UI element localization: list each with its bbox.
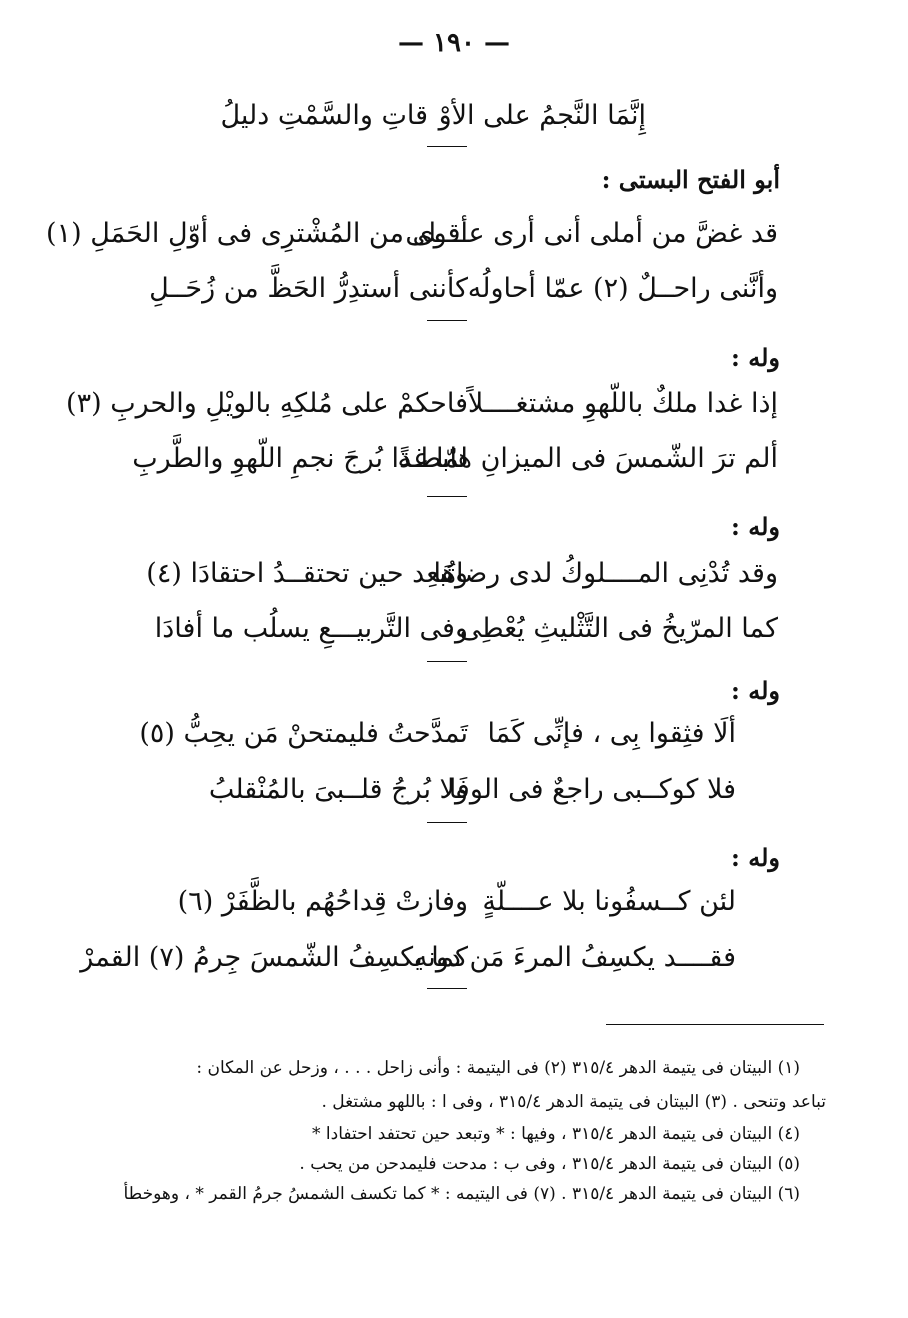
- verse-sadr: ألَا فثِقوا بِى ، فإنِّى كَمَا: [487, 718, 736, 749]
- footnote-line: (٦) البيتان فى يتيمة الدهر ٣١٥/٤ . (٧) فى اليتيمه : * كما تكسف الشمسُ جرمُ القمر * ، وهوخطأ: [123, 1184, 800, 1204]
- poet-heading: أبو الفتح البستى :: [601, 165, 780, 194]
- verse-sadr: إِنَّمَا النَّجمُ على الأوْ: [438, 100, 646, 131]
- verse-ajuz: فاحكمْ على مُلكِهِ بالويْلِ والحربِ (٣): [66, 388, 468, 419]
- verse-sadr: إذا غدا ملكٌ باللّهوِ مشتغــــلاً: [467, 388, 778, 419]
- verse-sadr: قد غضَّ من أملى أنى أرى عــــلى: [405, 218, 778, 249]
- page-number: — ١٩٠ —: [397, 28, 511, 58]
- verse-sadr: فلا كوكــبى راجعٌ فى الوفَا: [448, 774, 736, 805]
- section-heading: وله :: [731, 512, 780, 541]
- section-heading: وله :: [731, 676, 780, 705]
- verse-ajuz: وتُبعِد حين تحتقــدُ احتقادَا (٤): [146, 558, 468, 589]
- verse-separator: [427, 822, 467, 823]
- verse-sadr: لئن كــسفُونا بلا عــــلّةٍ: [482, 886, 736, 917]
- verse-ajuz: لمّا غدا بُرجَ نجمِ اللّهوِ والطَّربِ: [132, 443, 468, 474]
- verse-sadr: وقد تُدْنِى المــــلوكُ لدى رضاهَا: [433, 558, 778, 589]
- verse-separator: [427, 146, 467, 147]
- verse-ajuz: ولا بُرجُ قلــبىَ بالمُنْقلبُ: [208, 774, 468, 805]
- verse-line: [0, 275, 908, 309]
- verse-line: [0, 720, 908, 754]
- opening-verse: [0, 102, 908, 136]
- footnote-line: (٥) البيتان فى يتيمة الدهر ٣١٥/٤ ، وفى ب : مدحت فليمدحن من يحب .: [299, 1154, 800, 1174]
- verse-line: [0, 390, 908, 424]
- verse-line: [0, 888, 908, 922]
- section-heading: وله :: [731, 843, 780, 872]
- section-heading: وله :: [731, 343, 780, 372]
- verse-sadr: فقــــد يكسِفُ المرءَ مَن دونه: [413, 942, 736, 973]
- footnote-line: (١) البيتان فى يتيمة الدهر ٣١٥/٤ (٢) فى اليتيمة : وأنى زاحل . . . ، وزحل عن المكان :: [196, 1058, 800, 1078]
- footnote-line: (٤) البيتان فى يتيمة الدهر ٣١٥/٤ ، وفيها : * وتبعد حين تحتفد احتفادا *: [312, 1124, 800, 1144]
- footnote-line: تباعد وتنحى . (٣) البيتان فى يتيمة الدهر ٣١٥/٤ ، وفى ا : باللهو مشتغل .: [321, 1092, 826, 1112]
- verse-line: [0, 445, 908, 479]
- verse-sadr: وأنَّنى راحــلٌ (٢) عمّا أحاولُه: [467, 273, 778, 304]
- verse-line: [0, 776, 908, 810]
- verse-line: [0, 944, 908, 978]
- footnote-rule: [606, 1024, 824, 1025]
- verse-ajuz: تَمدَّحتُ فليمتحنْ مَن يحِبُّ (٥): [139, 718, 468, 749]
- verse-line: [0, 560, 908, 594]
- verse-line: [0, 220, 908, 254]
- verse-sadr: ألم ترَ الشّمسَ فى الميزانِ هابطـةً: [397, 443, 778, 474]
- verse-ajuz: أقوى من المُشْترِى فى أوّلِ الحَمَلِ (١): [46, 218, 468, 249]
- verse-ajuz: كأننى أستدِرُّ الحَظَّ من زُحَــلِ: [149, 273, 468, 304]
- verse-line: [0, 615, 908, 649]
- verse-ajuz: وفى التَّربيـــعِ يسلُب ما أفادَا: [154, 613, 468, 644]
- verse-separator: [427, 661, 467, 662]
- verse-separator: [427, 988, 467, 989]
- verse-ajuz: كما يكسِفُ الشّمسَ جِرمُ (٧) القمرْ: [80, 942, 468, 973]
- verse-separator: [427, 320, 467, 321]
- verse-sadr: كما المرّيخُ فى التَّثْليثِ يُعْطِى: [459, 613, 778, 644]
- verse-separator: [427, 496, 467, 497]
- verse-ajuz: وفازتْ قِداحُهُم بالظَّفَرْ (٦): [177, 886, 468, 917]
- verse-ajuz: قاتِ والسَّمْتِ دليلُ: [220, 100, 428, 131]
